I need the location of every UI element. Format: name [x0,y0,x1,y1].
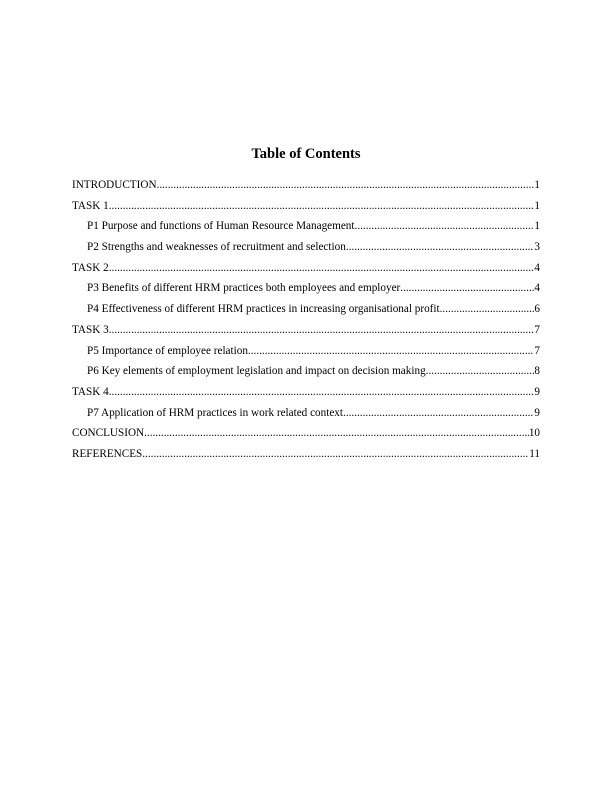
toc-entry-p7[interactable] [72,403,540,424]
dot-leader [109,196,535,217]
toc-entry-page: 11 [529,447,540,460]
dot-leader [346,237,535,258]
toc-entry-page: 1 [534,220,540,233]
toc-entry-label: P7 Application of HRM practices in work related context [87,406,344,419]
dot-leader [440,299,535,320]
toc-entry-page: 8 [534,365,540,378]
toc-entry-label: REFERENCES [72,447,143,460]
toc-entry-page: 1 [534,199,540,212]
dot-leader [343,403,534,424]
dot-leader [400,278,534,299]
dot-leader [157,175,535,196]
toc-entry-label: TASK 3 [72,323,109,336]
toc-entry-page: 9 [534,385,540,398]
toc-entry-label: P5 Importance of employee relation [87,344,248,357]
toc-entry-p1[interactable] [72,216,540,237]
toc-entry-page: 7 [534,323,540,336]
toc-entry-label: P4 Effectiveness of different HRM practices in increasing organisational profit [87,303,440,316]
toc-entry-p5[interactable] [72,341,540,362]
dot-leader [109,258,535,279]
dot-leader [426,361,535,382]
toc-entry-page: 1 [534,179,540,191]
toc-entry-page: 9 [534,406,540,419]
toc-entry-label: TASK 1 [72,199,109,212]
toc-entry-page: 4 [534,261,540,274]
toc-entry-label: P6 Key elements of employment legislation and impact on decision making [87,365,426,378]
dot-leader [355,216,535,237]
toc-entry-label: P2 Strengths and weaknesses of recruitment and selection [87,241,346,254]
toc-entry-page: 10 [528,427,540,440]
toc-entry-page: 7 [534,344,540,357]
toc-entry-label: TASK 2 [72,261,109,274]
toc-entry-references[interactable] [72,444,540,465]
toc-entry-task-3[interactable] [72,320,540,341]
toc-list [72,175,540,465]
toc-entry-label: P1 Purpose and functions of Human Resource Management [87,220,355,233]
toc-entry-task-1[interactable] [72,196,540,217]
toc-entry-page: 6 [534,303,540,316]
toc-entry-p3[interactable] [72,278,540,299]
dot-leader [142,444,529,465]
toc-entry-task-2[interactable] [72,258,540,279]
dot-leader [109,320,535,341]
toc-entry-introduction[interactable] [72,175,540,196]
toc-title: Table of Contents [251,146,361,162]
toc-entry-conclusion[interactable] [72,423,540,444]
toc-entry-page: 4 [534,282,540,295]
toc-entry-p4[interactable] [72,299,540,320]
dot-leader [248,341,534,362]
toc-entry-p2[interactable] [72,237,540,258]
toc-entry-label: TASK 4 [72,385,109,398]
dot-leader [109,382,535,403]
toc-entry-page: 3 [534,241,540,254]
dot-leader [144,423,529,444]
toc-entry-label: INTRODUCTION [72,179,157,191]
toc-entry-p6[interactable] [72,361,540,382]
toc-entry-task-4[interactable] [72,382,540,403]
toc-entry-label: P3 Benefits of different HRM practices both employees and employer [87,282,401,295]
toc-entry-label: CONCLUSION [72,427,145,440]
